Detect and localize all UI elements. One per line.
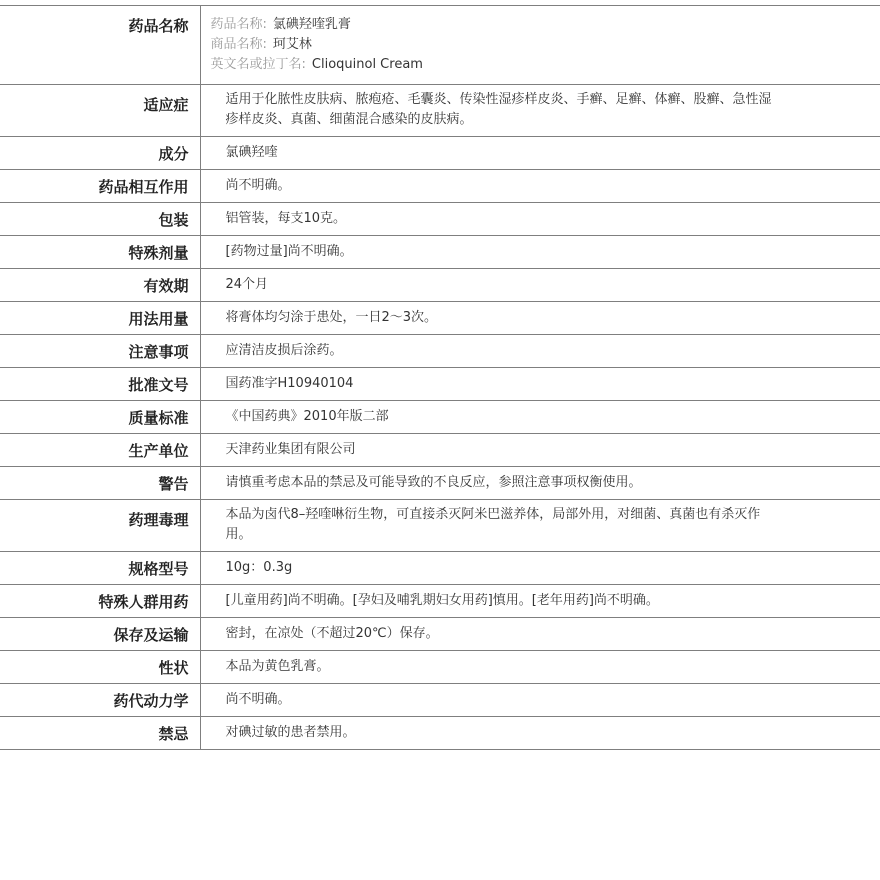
row-value: 铝管装，每支10克。 [225, 211, 347, 226]
drug-info-sheet [0, 5, 880, 750]
row-label: 药理毒理 [0, 500, 200, 552]
row-value-names [200, 6, 880, 85]
row-value: 应清洁皮损后涂药。 [225, 343, 343, 358]
row-value: 将膏体均匀涂于患处，一日2～3次。 [225, 310, 438, 325]
name-line-generic [211, 15, 861, 35]
row-precautions [0, 335, 880, 368]
row-value: 适用于化脓性皮肤病、脓疱疮、毛囊炎、传染性湿疹样皮炎、手癣、足癣、体癣、股癣、急性湿疹样皮炎、真菌、细菌混合感染的皮肤病。 [225, 92, 772, 127]
row-pharmacology [0, 500, 880, 552]
row-value: 密封，在凉处（不超过20℃）保存。 [225, 626, 439, 641]
row-label: 有效期 [0, 269, 200, 302]
row-warning [0, 467, 880, 500]
row-label: 特殊人群用药 [0, 585, 200, 618]
row-value: 《中国药典》2010年版二部 [225, 409, 389, 424]
row-value: 氯碘羟喹 [225, 145, 278, 160]
row-value: 天津药业集团有限公司 [225, 442, 356, 457]
row-value: 本品为黄色乳膏。 [225, 659, 330, 674]
row-value: 24个月 [225, 277, 269, 292]
row-label: 性状 [0, 651, 200, 684]
row-ingredients [0, 137, 880, 170]
drug-info-table [0, 5, 880, 750]
row-specification [0, 552, 880, 585]
name-key-generic: 药品名称: [210, 17, 267, 32]
row-label: 特殊剂量 [0, 236, 200, 269]
row-value: 尚不明确。 [225, 178, 291, 193]
row-packaging [0, 203, 880, 236]
row-label: 规格型号 [0, 552, 200, 585]
row-label: 包装 [0, 203, 200, 236]
row-value: 尚不明确。 [225, 692, 291, 707]
row-label: 适应症 [0, 85, 200, 137]
row-value: [药物过量]尚不明确。 [225, 244, 353, 259]
row-special-dosage [0, 236, 880, 269]
row-quality-standard [0, 401, 880, 434]
row-label: 成分 [0, 137, 200, 170]
name-value-trade: 珂艾林 [272, 37, 312, 52]
row-usage [0, 302, 880, 335]
row-value: 10g：0.3g [225, 560, 293, 575]
row-value: 本品为卤代8–羟喹啉衍生物，可直接杀灭阿米巴滋养体，局部外用，对细菌、真菌也有杀灭作用。 [225, 507, 761, 542]
name-key-trade: 商品名称: [210, 37, 267, 52]
row-label: 警告 [0, 467, 200, 500]
row-value: 对碘过敏的患者禁用。 [225, 725, 356, 740]
name-line-trade [211, 35, 861, 55]
name-value-english: Clioquinol Cream [311, 57, 423, 72]
row-label: 药品相互作用 [0, 170, 200, 203]
row-interactions [0, 170, 880, 203]
row-label: 药代动力学 [0, 684, 200, 717]
row-label: 注意事项 [0, 335, 200, 368]
row-contraindications [0, 717, 880, 750]
row-indications [0, 85, 880, 137]
row-names [0, 6, 880, 85]
row-label: 用法用量 [0, 302, 200, 335]
row-label: 禁忌 [0, 717, 200, 750]
row-storage [0, 618, 880, 651]
row-label: 质量标准 [0, 401, 200, 434]
row-label: 生产单位 [0, 434, 200, 467]
row-value: [儿童用药]尚不明确。[孕妇及哺乳期妇女用药]慎用。[老年用药]尚不明确。 [225, 593, 659, 608]
name-line-english [211, 55, 861, 75]
row-label: 批准文号 [0, 368, 200, 401]
name-value-generic: 氯碘羟喹乳膏 [272, 17, 351, 32]
row-pharmacokinetics [0, 684, 880, 717]
row-label-names: 药品名称 [0, 6, 200, 85]
row-value: 请慎重考虑本品的禁忌及可能导致的不良反应，参照注意事项权衡使用。 [225, 475, 642, 490]
row-value: 国药准字H10940104 [225, 376, 354, 391]
row-manufacturer [0, 434, 880, 467]
name-key-english: 英文名或拉丁名: [210, 57, 306, 72]
row-appearance [0, 651, 880, 684]
row-special-populations [0, 585, 880, 618]
row-shelf-life [0, 269, 880, 302]
row-label: 保存及运输 [0, 618, 200, 651]
row-approval-number [0, 368, 880, 401]
